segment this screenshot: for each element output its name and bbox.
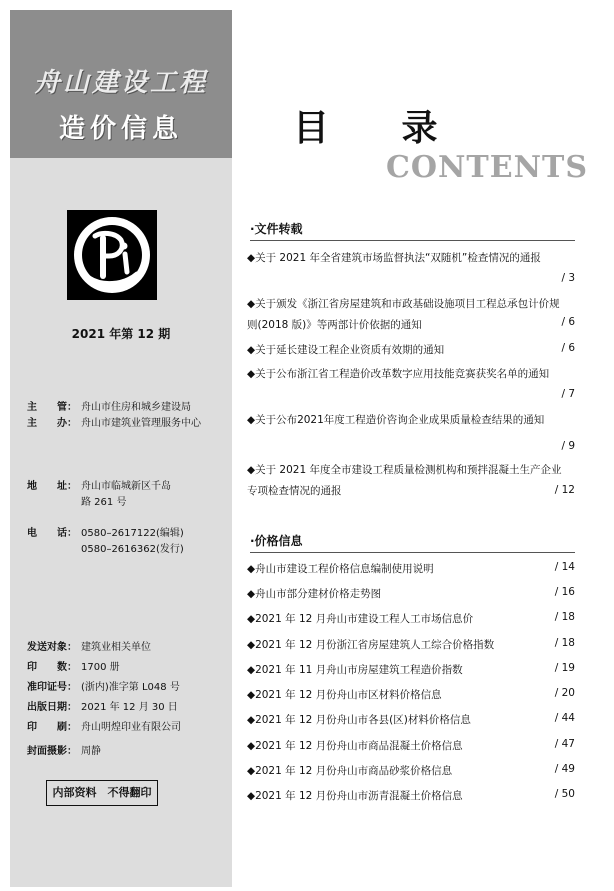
toc-entry[interactable] <box>247 340 575 361</box>
info-key: 印 刷： <box>27 722 77 733</box>
toc-entry[interactable] <box>247 736 575 757</box>
toc-entry-title: ◆2021 年 11 月舟山市房屋建筑工程造价指数 <box>247 664 463 676</box>
toc-entry[interactable] <box>247 460 575 502</box>
toc-entry-page: / 6 <box>561 316 575 328</box>
brand-title: 舟山建设工程 <box>33 68 208 98</box>
toc-entry-title: ◆2021 年 12 月份舟山市商品砂浆价格信息 <box>247 765 453 777</box>
info-key: 准印证号： <box>27 682 77 693</box>
page-title: 目 录 <box>293 107 468 149</box>
toc-entry[interactable] <box>247 635 575 656</box>
toc-entry-page: / 18 <box>554 637 575 649</box>
info-value: 建筑业相关单位 <box>81 642 151 653</box>
masthead <box>10 10 232 158</box>
toc-entry[interactable] <box>247 660 575 681</box>
toc-entry-title: ◆舟山市建设工程价格信息编制使用说明 <box>247 563 434 575</box>
info-value: (浙内)准字第 L048 号 <box>81 682 180 693</box>
toc-entry[interactable] <box>247 294 575 336</box>
toc-entry[interactable] <box>247 786 575 807</box>
toc-entry-page: / 6 <box>561 342 575 354</box>
info-value: 0580–2616362(发行) <box>81 544 184 555</box>
toc-entry[interactable] <box>247 248 575 290</box>
info-key: 印 数： <box>27 662 77 673</box>
page-title-english: CONTENTS <box>386 150 589 185</box>
toc-entry-page: / 50 <box>554 788 575 800</box>
info-value: 0580–2617122(编辑) <box>81 528 184 539</box>
toc-entry-title: ◆2021 年 12 月份浙江省房屋建筑人工综合价格指数 <box>247 639 495 651</box>
toc-entry-title: ◆舟山市部分建材价格走势图 <box>247 588 382 600</box>
toc-entry-page: / 47 <box>554 738 575 750</box>
toc-entry-page: / 20 <box>554 687 575 699</box>
issue-number: 2021 年第 12 期 <box>71 327 171 341</box>
toc-entry-title: ◆关于延长建设工程企业资质有效期的通知 <box>247 344 445 356</box>
toc-entry[interactable] <box>247 364 575 406</box>
toc-entry-title: ◆2021 年 12 月份舟山市各县(区)材料价格信息 <box>247 714 471 726</box>
toc-entry-title: ◆2021 年 12 月份舟山市商品混凝土价格信息 <box>247 740 463 752</box>
info-value: 周静 <box>81 746 101 757</box>
info-value: 舟山明煌印业有限公司 <box>81 722 181 733</box>
toc-entry-title: ◆关于 2021 年全省建筑市场监督执法“双随机”检查情况的通报 <box>247 252 541 264</box>
toc-entry-title: ◆2021 年 12 月舟山市建设工程人工市场信息价 <box>247 613 474 625</box>
toc-entry[interactable] <box>247 609 575 630</box>
toc-entry-page: / 18 <box>554 611 575 623</box>
info-value: 舟山市建筑业管理服务中心 <box>81 418 201 429</box>
toc-entry-page: / 12 <box>554 484 575 496</box>
toc-entry-page: / 9 <box>561 440 575 452</box>
info-key: 主 办： <box>27 418 77 429</box>
toc-entry[interactable] <box>247 710 575 731</box>
toc-entry[interactable] <box>247 410 575 456</box>
toc-entry-title: ◆关于公布浙江省工程造价改革数字应用技能竞赛获奖名单的通知 <box>247 368 550 380</box>
toc-entry-title: ◆2021 年 12 月份舟山市区材料价格信息 <box>247 689 442 701</box>
sidebar <box>10 10 232 887</box>
toc-entry-page: / 49 <box>554 763 575 775</box>
toc-entry[interactable] <box>247 584 575 605</box>
section-heading: ·价格信息 <box>250 532 575 553</box>
publisher-logo <box>67 210 157 300</box>
info-key: 电 话： <box>27 528 77 539</box>
toc-entry-page: / 44 <box>554 712 575 724</box>
toc-entry-page: / 19 <box>554 662 575 674</box>
internal-use-stamp: 内部资料 不得翻印 <box>46 780 158 806</box>
toc-entry-page: / 14 <box>554 561 575 573</box>
info-value: 路 261 号 <box>81 497 127 508</box>
info-key: 出版日期： <box>27 702 77 713</box>
info-key: 主 管： <box>27 402 77 413</box>
info-key: 地 址： <box>27 481 77 492</box>
toc-entry-title: ◆关于颁发《浙江省房屋建筑和市政基础设施项目工程总承包计价规则(2018 版)》等两部计价依据的通知 <box>247 298 560 331</box>
toc-entry[interactable] <box>247 761 575 782</box>
info-value: 1700 册 <box>81 662 120 673</box>
info-key: 封面摄影： <box>27 746 77 757</box>
brand-subtitle: 造价信息 <box>58 114 183 144</box>
toc-entry-title: ◆关于 2021 年度全市建设工程质量检测机构和预拌混凝土生产企业专项检查情况的通报 <box>247 464 562 497</box>
toc-entry[interactable] <box>247 685 575 706</box>
toc-entry-title: ◆关于公布2021年度工程造价咨询企业成果质量检查结果的通知 <box>247 414 545 426</box>
section-heading: ·文件转载 <box>250 220 575 241</box>
toc-entry[interactable] <box>247 559 575 580</box>
logo-emblem-icon <box>67 210 157 300</box>
toc-entry-page: / 3 <box>561 272 575 284</box>
info-value: 舟山市临城新区千岛 <box>81 481 171 492</box>
info-value: 2021 年 12 月 30 日 <box>81 702 178 713</box>
toc-entry-title: ◆2021 年 12 月份舟山市沥青混凝土价格信息 <box>247 790 463 802</box>
info-value: 舟山市住房和城乡建设局 <box>81 402 191 413</box>
info-key: 发送对象： <box>27 642 77 653</box>
toc-entry-page: / 16 <box>554 586 575 598</box>
toc-entry-page: / 7 <box>561 388 575 400</box>
